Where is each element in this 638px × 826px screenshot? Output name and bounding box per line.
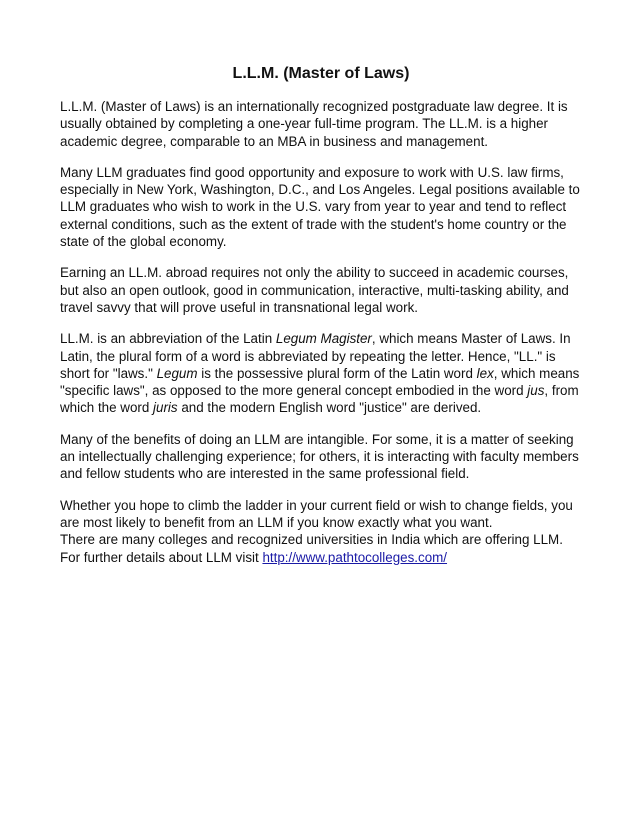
text-segment: , from which the word [60, 383, 579, 416]
paragraph-ladder: Whether you hope to climb the ladder in your current field or wish to change fields, you are most likely to benefit from an LLM if you know exactly what you want. [60, 497, 573, 530]
text-segment: LL.M. is an abbreviation of the Latin [60, 331, 276, 347]
latin-term: jus [527, 383, 545, 399]
latin-term: lex [476, 365, 494, 381]
paragraph-intro: L.L.M. (Master of Laws) is an internationally recognized postgraduate law degree. It is usually obtained by completing a one-year full-time program. The LL.M. is a higher academic degree, comparable to an MBA in business and management. [60, 99, 568, 149]
paragraph-graduates: Many LLM graduates find good opportunity and exposure to work with U.S. law firms, especially in New York, Washington, D.C., and Los Angeles. Legal positions available to LLM graduates who wish to work in the U.S. vary from year to year and tend to reflect external conditions, such as the extent of trade with the student's home country or the state of the global economy. [60, 164, 580, 250]
paragraph-benefits: Many of the benefits of doing an LLM are intangible. For some, it is a matter of seeking an intellectually challenging experience; for others, it is interacting with faculty members and fellow students who are interested in the same professional field. [60, 431, 579, 482]
text-segment: and the modern English word "justice" are derived. [177, 400, 482, 416]
document-page [60, 64, 582, 566]
text-segment: is the possessive plural form of the Latin word [197, 365, 477, 381]
latin-term: Legum [156, 365, 198, 381]
text-segment: , which means Master of Laws. In Latin, the plural form of a word is abbreviated by repeating the letter. Hence, "LL." is short for "laws." [60, 331, 571, 381]
text-segment: , which means "specific laws", as opposed to the more general concept embodied in the word [60, 365, 580, 399]
text-segment: There are many colleges and recognized universities in India which are offering LLM. For further details about LLM visit [60, 532, 563, 565]
document-title: L.L.M. (Master of Laws) [232, 65, 410, 82]
paragraph-abroad: Earning an LL.M. abroad requires not only the ability to succeed in academic courses, but also an open outlook, good in communication, interactive, multi-tasking ability, and travel savvy that will prove useful in transnational legal work. [60, 265, 569, 315]
latin-term: juris [153, 400, 178, 416]
paragraph-abbreviation [60, 330, 582, 416]
latin-term: Legum Magister [275, 331, 372, 347]
pathtocolleges-link[interactable]: http://www.pathtocolleges.com/ [262, 549, 448, 565]
paragraph-colleges [60, 531, 582, 566]
